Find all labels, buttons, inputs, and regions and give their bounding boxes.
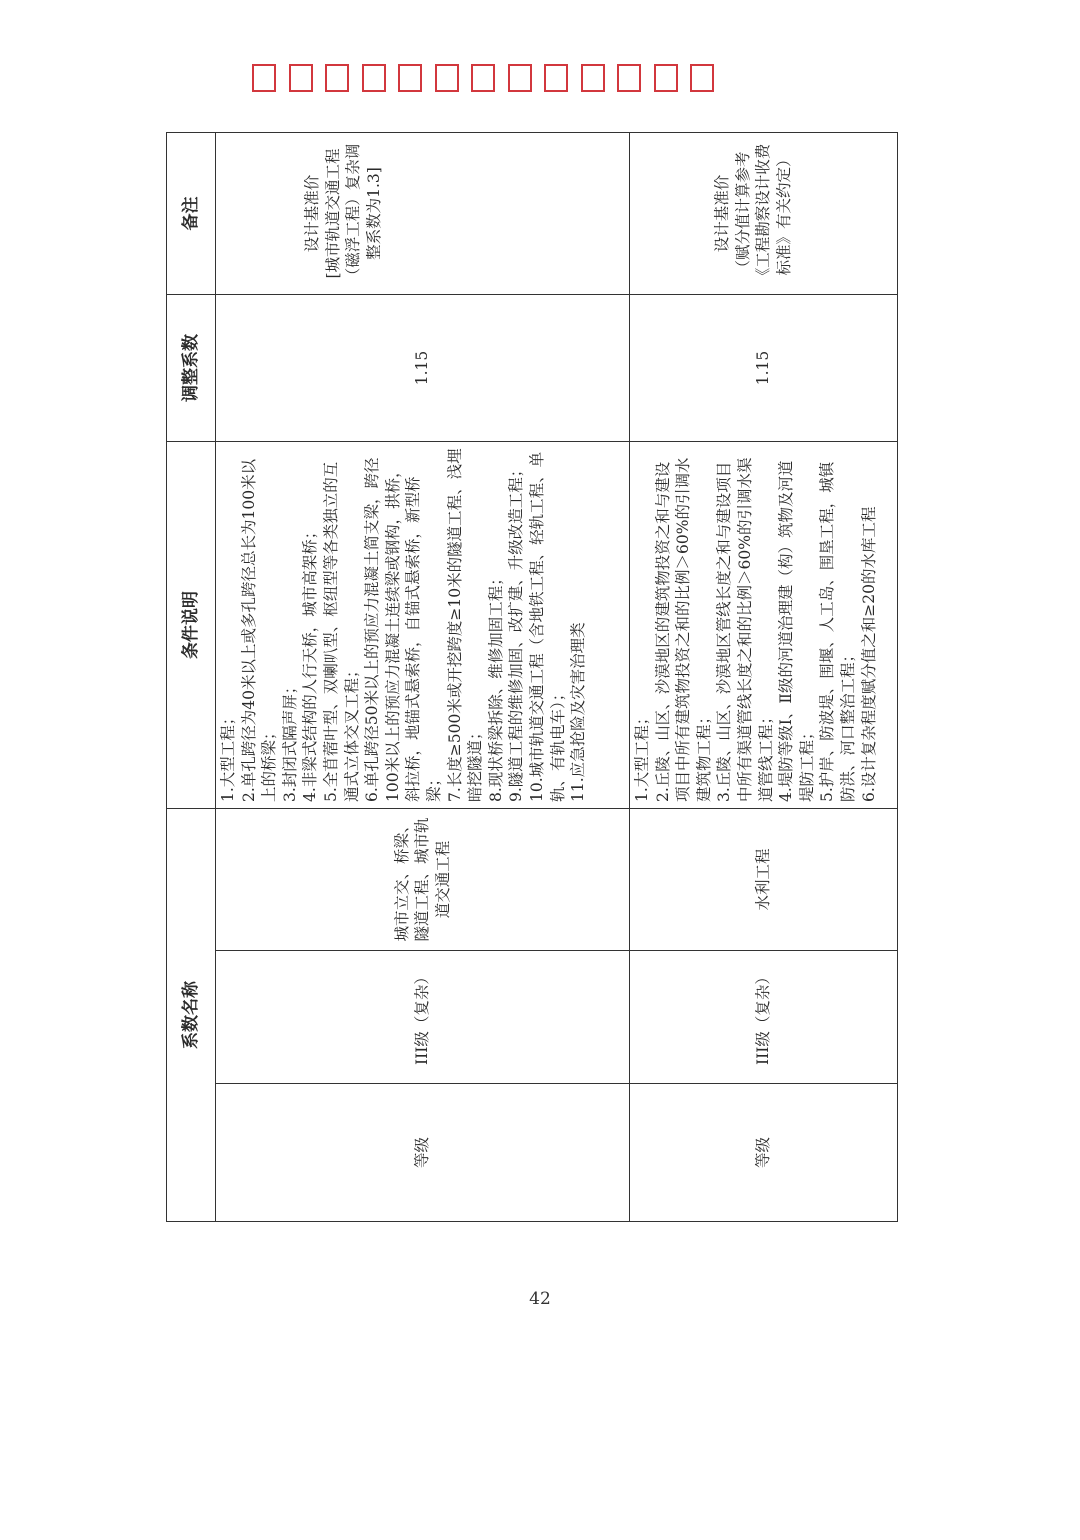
condition-item: 4.非梁式结构的人行天桥，城市高架桥； bbox=[301, 523, 320, 802]
condition-item: 6.设计复杂程度赋分值之和≥20的水库工程 bbox=[859, 506, 878, 802]
condition-item: 4.堤防等级Ⅰ、Ⅱ级的河道治理建（构）筑物及河道堤防工程； bbox=[777, 460, 816, 802]
condition-item: 6.单孔跨径50米以上的预应力混凝土简支梁，跨径100米以上的预应力混凝土连续梁或钢构，拱桥，斜拉桥，地锚式悬索桥，自锚式悬索桥，新型桥梁； bbox=[363, 457, 443, 802]
remark-line: [城市轨道交通工程 bbox=[323, 148, 342, 279]
red-box bbox=[690, 64, 714, 92]
condition-item: 3.丘陵、山区、沙漠地区管线长度之和与建设项目中所有渠道管线长度之和的比例＞60%的引调水渠道管线工程； bbox=[715, 457, 775, 802]
remark-line: 标准》有关约定） bbox=[774, 151, 793, 276]
condition-item: 1.大型工程； bbox=[219, 709, 237, 802]
condition-item: 2.丘陵、山区、沙漠地区的建筑物投资之和与建设项目中所有建筑物投资之和的比例＞60%的引调水建筑物工程； bbox=[653, 457, 713, 802]
red-box bbox=[435, 64, 459, 92]
cell-remark bbox=[630, 133, 898, 295]
red-box bbox=[325, 64, 349, 92]
header-remark: 备注 bbox=[167, 133, 216, 295]
cell-conditions bbox=[216, 442, 630, 809]
condition-item: 3.封闭式隔声屏； bbox=[280, 678, 299, 802]
cell-grade: III级（复杂） bbox=[630, 951, 898, 1084]
coefficient-table bbox=[166, 132, 898, 1222]
remark-line: （磁浮工程）复杂调 bbox=[344, 143, 363, 284]
header-coef-name: 系数名称 bbox=[167, 809, 216, 1222]
red-box bbox=[508, 64, 532, 92]
header-adjust: 调整系数 bbox=[167, 295, 216, 442]
cell-adjust: 1.15 bbox=[630, 295, 898, 442]
table-header-row bbox=[167, 133, 216, 1222]
condition-item: 5.全苜蓿叶型、双喇叭型、枢纽型等各类独立的互通式立体交叉工程； bbox=[321, 461, 361, 802]
red-box bbox=[398, 64, 422, 92]
cell-adjust: 1.15 bbox=[216, 295, 630, 442]
red-box bbox=[581, 64, 605, 92]
condition-item: 5.护岸、防波堤、围堰、人工岛、围垦工程，城镇防洪、河口整治工程； bbox=[818, 461, 857, 802]
page-number: 42 bbox=[529, 1289, 551, 1309]
rotated-table bbox=[166, 133, 897, 1222]
remark-line: 整系数为1.3] bbox=[364, 167, 383, 260]
rotated-table-frame bbox=[166, 133, 897, 1222]
remark-line: 《工程勘察设计收费 bbox=[754, 143, 773, 284]
condition-item: 2.单孔跨径为40米以上或多孔跨径总长为100米以上的桥梁； bbox=[239, 458, 279, 802]
red-box bbox=[289, 64, 313, 92]
cell-category: 城市立交、桥梁、隧道工程、城市轨道交通工程 bbox=[216, 809, 630, 951]
cell-grade: III级（复杂） bbox=[216, 951, 630, 1084]
red-box bbox=[252, 64, 276, 92]
condition-item: 9.隧道工程的维修加固、改扩建、升级改造工程； bbox=[507, 461, 526, 802]
table-row bbox=[216, 133, 630, 1222]
condition-item: 7.长度≥500米或开挖跨度≥10米的隧道工程、浅埋暗挖隧道； bbox=[445, 448, 485, 802]
cell-level: 等级 bbox=[216, 1084, 630, 1222]
red-box bbox=[654, 64, 678, 92]
condition-item: 8.现状桥梁拆除、维修加固工程； bbox=[486, 570, 505, 802]
condition-item: 11.应急抢险及灾害治理类 bbox=[569, 622, 588, 802]
remark-line: 设计基准价 bbox=[303, 174, 321, 253]
table-row bbox=[630, 133, 898, 1222]
red-box bbox=[617, 64, 641, 92]
cell-category: 水利工程 bbox=[630, 809, 898, 951]
remark-line: （赋分值计算参考 bbox=[733, 151, 752, 276]
condition-item: 1.大型工程； bbox=[633, 709, 651, 802]
header-condition: 条件说明 bbox=[167, 442, 216, 809]
cell-conditions bbox=[630, 442, 898, 809]
red-box bbox=[544, 64, 568, 92]
red-box bbox=[362, 64, 386, 92]
red-box bbox=[471, 64, 495, 92]
header-red-boxes bbox=[252, 64, 714, 92]
cell-level: 等级 bbox=[630, 1084, 898, 1222]
cell-remark bbox=[216, 133, 630, 295]
condition-item: 10.城市轨道交通工程（含地铁工程、轻轨工程、单轨、有轨电车）； bbox=[527, 451, 567, 802]
remark-line: 设计基准价 bbox=[713, 174, 731, 253]
